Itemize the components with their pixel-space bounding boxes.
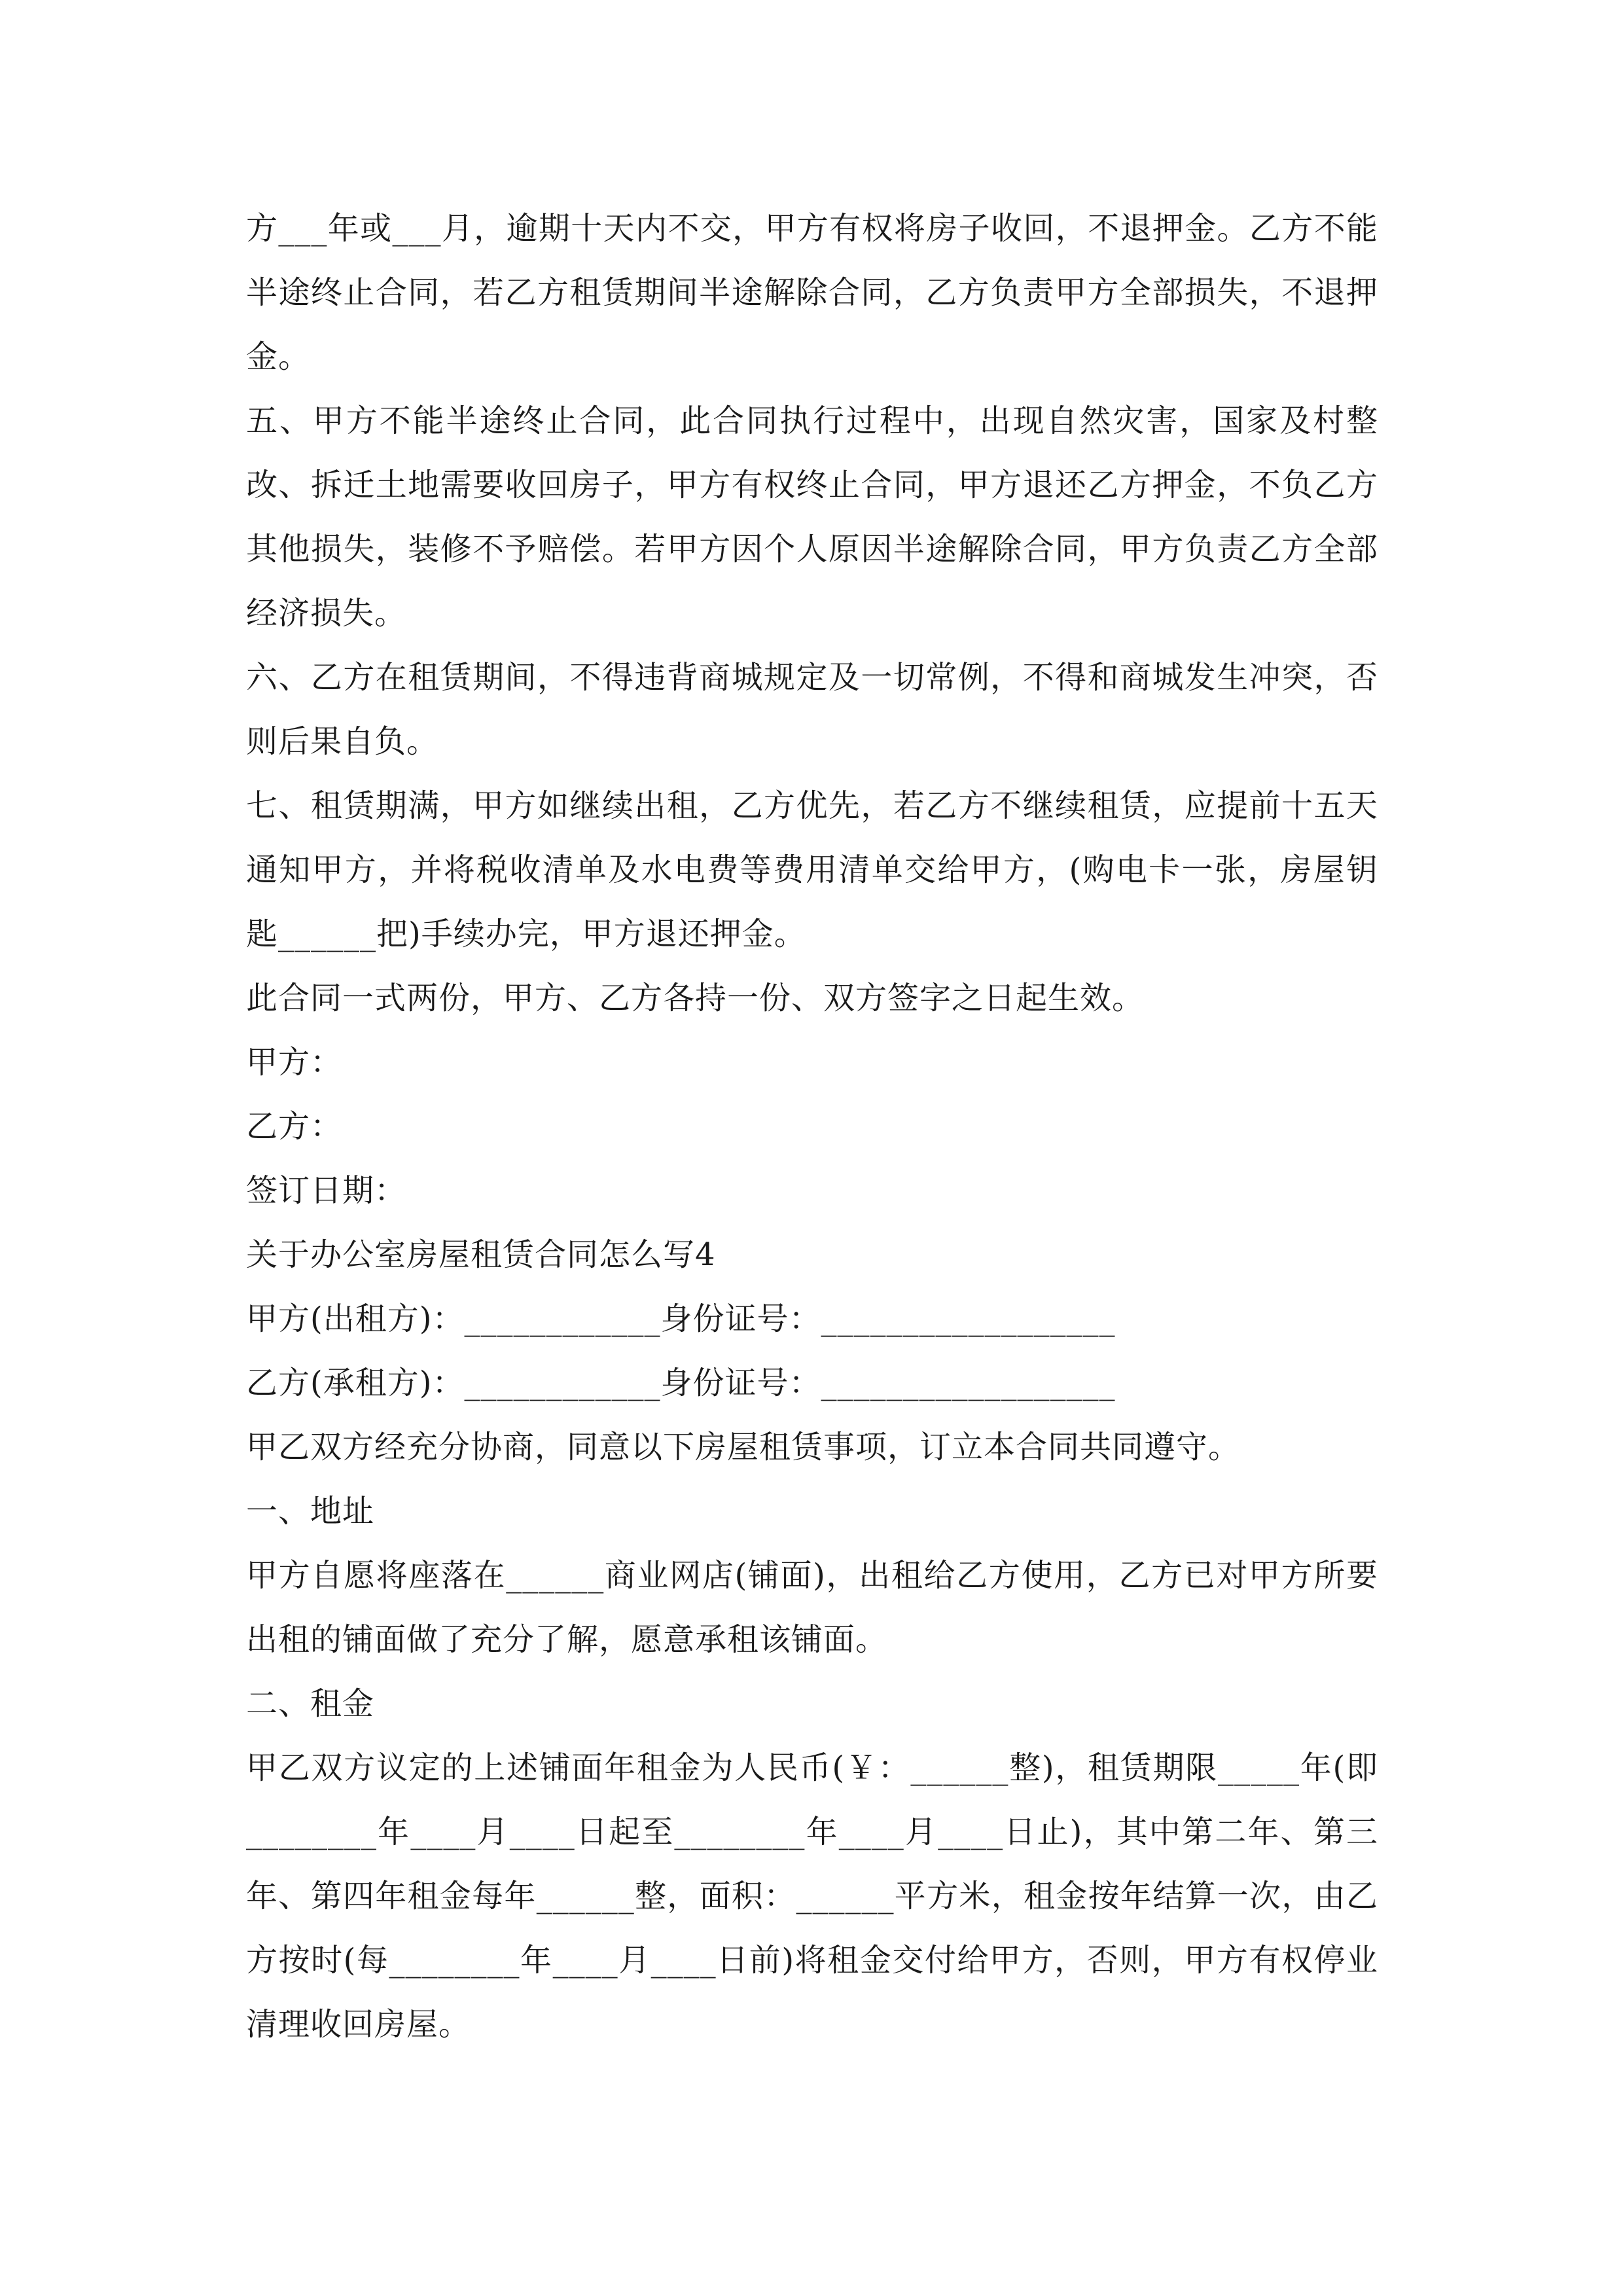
party-a-lessor-line: 甲方(出租方)：____________身份证号：__________________ xyxy=(246,1300,1116,1337)
party-b-signature-label: 乙方： xyxy=(246,1108,343,1145)
paragraph-address: 甲方自愿将座落在______商业网店(铺面)，出租给乙方使用，乙方已对甲方所要出租的铺面做了充分了解，愿意承租该铺面。 xyxy=(246,1557,1378,1658)
paragraph-rent-payment-terms: 方___年或___月，逾期十天内不交，甲方有权将房子收回，不退押金。乙方不能半途终止合同，若乙方租赁期间半途解除合同，乙方负责甲方全部损失，不退押金。 xyxy=(246,210,1378,375)
paragraph-clause-7: 七、租赁期满，甲方如继续出租，乙方优先，若乙方不继续租赁，应提前十五天通知甲方，并将税收清单及水电费等费用清单交给甲方，(购电卡一张，房屋钥匙______把)手续办完，甲方退还押金。 xyxy=(246,787,1378,952)
signing-date-label: 签订日期： xyxy=(246,1172,407,1209)
section-title: 关于办公室房屋租赁合同怎么写4 xyxy=(246,1236,716,1273)
party-a-signature-label: 甲方： xyxy=(246,1044,343,1081)
paragraph-copies: 此合同一式两份，甲方、乙方各持一份、双方签字之日起生效。 xyxy=(246,980,1145,1016)
paragraph-rent: 甲乙双方议定的上述铺面年租金为人民币(￥：______整)，租赁期限_____年(即________年____月____日起至________年____月____日止)，其中第二年、第三年、第四年租金每年______整，面积：______平方米，租金按年结算一次，由乙方按时(每________年____月____日前)将租金交付给甲方，否则，甲方有权停业清理收回房屋。 xyxy=(246,1749,1378,2043)
heading-address: 一、地址 xyxy=(246,1493,375,1530)
paragraph-clause-5: 五、甲方不能半途终止合同，此合同执行过程中，出现自然灾害，国家及村整改、拆迁土地需要收回房子，甲方有权终止合同，甲方退还乙方押金，不负乙方其他损失，装修不予赔偿。若甲方因个人原因半途解除合同，甲方负责乙方全部经济损失。 xyxy=(246,403,1378,632)
party-b-lessee-line: 乙方(承租方)：____________身份证号：__________________ xyxy=(246,1365,1116,1401)
paragraph-agreement-intro: 甲乙双方经充分协商，同意以下房屋租赁事项，订立本合同共同遵守。 xyxy=(246,1429,1241,1465)
heading-rent: 二、租金 xyxy=(246,1685,375,1722)
paragraph-clause-6: 六、乙方在租赁期间，不得违背商城规定及一切常例，不得和商城发生冲突，否则后果自负。 xyxy=(246,659,1378,760)
document-body xyxy=(246,196,1378,2056)
